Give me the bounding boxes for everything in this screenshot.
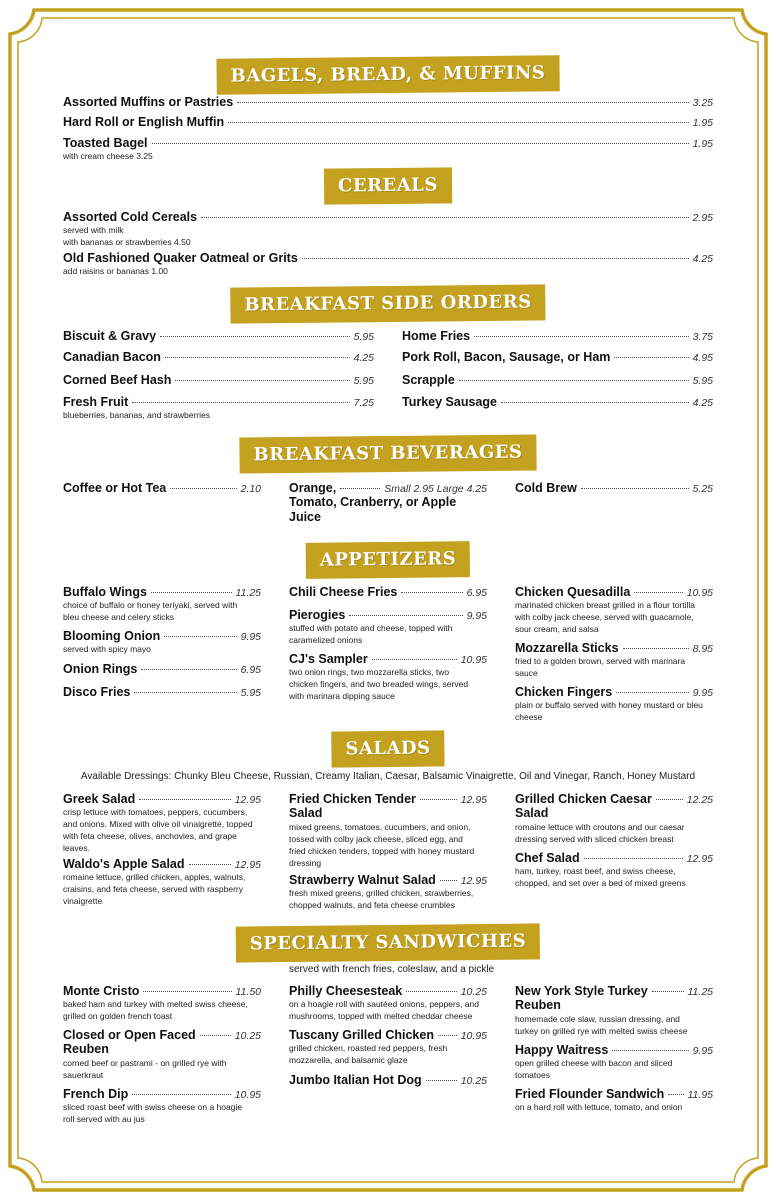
item-name: Closed or Open Faced (63, 1028, 196, 1042)
item-name: Pork Roll, Bacon, Sausage, or Ham (402, 350, 611, 364)
item-name: Old Fashioned Quaker Oatmeal or Grits (63, 251, 298, 265)
item-price: 4.25 (353, 352, 374, 364)
item-description: with cream cheese 3.25 (63, 151, 153, 161)
item-price: 6.95 (240, 664, 261, 676)
item-description: fresh mixed greens, grilled chicken, strawberries, (289, 888, 474, 898)
item-price: 12.95 (234, 859, 261, 871)
item-name: Strawberry Walnut Salad (289, 873, 436, 887)
item-price: 10.95 (460, 654, 487, 666)
section-banner-cereals: CEREALS (324, 167, 452, 204)
item-name-continued: Salad (515, 806, 549, 820)
item-description: served with milk (63, 225, 124, 235)
list-item (289, 585, 487, 599)
list-item (63, 95, 713, 109)
item-name: Happy Waitress (515, 1043, 609, 1057)
item-description: fried chicken tenders, topped with honey mustard (289, 846, 475, 856)
item-name: Coffee or Hot Tea (63, 481, 167, 495)
item-description: grilled on golden french toast (63, 1011, 173, 1021)
item-description: baked ham and turkey with melted swiss cheese, (63, 999, 248, 1009)
list-item (63, 481, 261, 495)
item-description: corned beef or pastrami - on grilled rye with (63, 1058, 227, 1068)
item-description: tossed with colby jack cheese, sliced egg, and (289, 834, 463, 844)
item-price: 11.95 (687, 1089, 713, 1101)
item-price: 12.95 (460, 794, 487, 806)
item-name: Jumbo Italian Hot Dog (289, 1073, 422, 1087)
item-description: turkey on grilled rye with melted swiss cheese (515, 1026, 688, 1036)
item-name-continued: Salad (289, 806, 323, 820)
item-name: Turkey Sausage (402, 395, 497, 409)
item-price: 10.95 (460, 1030, 487, 1042)
item-description: ham, turkey, roast beef, and swiss cheese, (515, 866, 676, 876)
item-name: Cold Brew (515, 481, 577, 495)
item-name: Waldo's Apple Salad (63, 857, 185, 871)
item-description: with feta cheese, olives, anchovies, and grape (63, 831, 237, 841)
item-name: Home Fries (402, 329, 471, 343)
item-description: marinated chicken breast grilled in a flour tortilla (515, 600, 696, 610)
item-description: add raisins or bananas 1.00 (63, 266, 168, 276)
list-item (289, 652, 487, 702)
item-price: 5.95 (692, 375, 713, 387)
item-name: Blooming Onion (63, 629, 161, 643)
item-price: 1.95 (692, 117, 713, 129)
section-banner-bagels: BAGELS, BREAD, & MUFFINS (216, 55, 559, 95)
item-name: Chicken Fingers (515, 685, 613, 699)
item-price: 4.95 (692, 352, 713, 364)
item-name: Chef Salad (515, 851, 580, 865)
item-description: mixed greens, tomatoes, cucumbers, and onion, (289, 822, 471, 832)
list-item (63, 585, 261, 623)
item-price: 9.95 (240, 631, 261, 643)
list-item (289, 1073, 487, 1087)
item-price: 9.95 (692, 687, 713, 699)
item-name: Mozzarella Sticks (515, 641, 619, 655)
item-name: Biscuit & Gravy (63, 329, 157, 343)
item-description: romaine lettuce with croutons and our caesar (515, 822, 685, 832)
item-description: chopped walnuts, and feta cheese crumbles (289, 900, 455, 910)
item-description: sliced roast beef with swiss cheese on a hoagie (63, 1102, 243, 1112)
list-item (515, 792, 713, 845)
item-description: craisins, and feta cheese, served with raspberry (63, 884, 244, 894)
list-item (63, 792, 261, 854)
item-price: 5.95 (353, 375, 374, 387)
list-item (63, 329, 374, 343)
item-price: 7.25 (353, 397, 374, 409)
list-item (515, 1043, 713, 1081)
item-price: 10.25 (460, 1075, 487, 1087)
item-description: plain or buffalo served with honey mustard or bleu (515, 700, 703, 710)
item-name: Monte Cristo (63, 984, 140, 998)
list-item (63, 685, 261, 699)
item-description: fried to a golden brown, served with marinara (515, 656, 686, 666)
item-price: 5.25 (692, 483, 713, 495)
item-name-continued: Reuben (515, 998, 561, 1012)
item-name: Scrapple (402, 373, 455, 387)
section-banner-appetizers: APPETIZERS (306, 541, 471, 579)
item-price: 5.95 (353, 331, 374, 343)
item-name: Tuscany Grilled Chicken (289, 1028, 434, 1042)
item-price: 11.50 (235, 986, 261, 998)
list-item (63, 210, 713, 248)
item-name-continued: Tomato, Cranberry, or Apple (289, 495, 457, 509)
item-description: two onion rings, two mozzarella sticks, two (289, 667, 450, 677)
item-name: Pierogies (289, 608, 346, 622)
list-item (63, 350, 374, 364)
item-name: Onion Rings (63, 662, 138, 676)
item-price: 9.95 (466, 610, 487, 622)
item-name-continued: Reuben (63, 1042, 109, 1056)
item-description: sauerkraut (63, 1070, 104, 1080)
item-description: dressing served with sliced chicken breast (515, 834, 674, 844)
item-description: blueberries, bananas, and strawberries (63, 410, 210, 420)
item-name: Toasted Bagel (63, 136, 148, 150)
item-name: Disco Fries (63, 685, 131, 699)
item-name: Fried Chicken Tender (289, 792, 416, 806)
item-price: 4.25 (692, 397, 713, 409)
item-name: Orange, (289, 481, 337, 495)
item-name: Canadian Bacon (63, 350, 161, 364)
list-item (63, 662, 261, 676)
item-description: homemade cole slaw, russian dressing, and (515, 1014, 680, 1024)
item-name: French Dip (63, 1087, 129, 1101)
item-price: 1.95 (692, 138, 713, 150)
item-name: Fried Flounder Sandwich (515, 1087, 665, 1101)
section-banner-side-orders: BREAKFAST SIDE ORDERS (230, 284, 546, 323)
list-item (515, 984, 713, 1037)
list-item (402, 373, 713, 387)
item-name: Corned Beef Hash (63, 373, 172, 387)
item-name: Philly Cheesesteak (289, 984, 403, 998)
list-item (289, 984, 487, 1022)
item-price: 8.95 (692, 643, 713, 655)
item-description: and onions. Mixed with olive oil vinaigrette, topped (63, 819, 253, 829)
list-item (289, 608, 487, 646)
item-price: 4.25 (692, 253, 713, 265)
item-price: 3.25 (692, 97, 713, 109)
item-price: 11.25 (687, 986, 713, 998)
item-price: 3.75 (692, 331, 713, 343)
list-item (63, 1087, 261, 1125)
item-price: 9.95 (692, 1045, 713, 1057)
list-item (515, 851, 713, 889)
item-price: 12.25 (686, 794, 713, 806)
item-description: served with spicy mayo (63, 644, 151, 654)
item-description: sour cream, and salsa (515, 624, 599, 634)
item-description: tomatoes (515, 1070, 550, 1080)
list-item (515, 685, 713, 723)
list-item (289, 1028, 487, 1066)
item-price: 6.95 (466, 587, 487, 599)
item-price: 10.95 (686, 587, 713, 599)
list-item (515, 481, 713, 495)
list-item (402, 329, 713, 343)
item-name: Assorted Cold Cereals (63, 210, 198, 224)
item-name-continued: Juice (289, 510, 321, 524)
item-description: open grilled cheese with bacon and sliced (515, 1058, 673, 1068)
item-price: 2.10 (240, 483, 261, 495)
item-price: 5.95 (240, 687, 261, 699)
item-price: 12.95 (686, 853, 713, 865)
list-item (515, 585, 713, 635)
list-item (289, 481, 487, 525)
list-item (63, 115, 713, 129)
item-price: 11.25 (235, 587, 261, 599)
item-name: New York Style Turkey (515, 984, 648, 998)
item-description: on a hard roll with lettuce, tomato, and onion (515, 1102, 683, 1112)
list-item (63, 629, 261, 655)
item-name: CJ's Sampler (289, 652, 368, 666)
list-item (63, 1028, 261, 1081)
list-item (402, 350, 713, 364)
list-item (289, 873, 487, 911)
list-item (289, 792, 487, 869)
item-description: with bananas or strawberries 4.50 (63, 237, 191, 247)
item-name: Chili Cheese Fries (289, 585, 398, 599)
item-description: sauce (515, 668, 538, 678)
list-item (515, 1087, 713, 1113)
item-description: romaine lettuce, grilled chicken, apples, walnuts, (63, 872, 246, 882)
item-name: Grilled Chicken Caesar (515, 792, 652, 806)
item-price: 12.95 (234, 794, 261, 806)
item-name: Hard Roll or English Muffin (63, 115, 225, 129)
item-description: cheese (515, 712, 543, 722)
item-price: 10.25 (460, 986, 487, 998)
item-price: 2.95 (692, 212, 713, 224)
item-name: Chicken Quesadilla (515, 585, 631, 599)
item-description: with marinara dipping sauce (289, 691, 395, 701)
sandwiches-note: served with french fries, coleslaw, and a pickle (289, 964, 495, 975)
item-description: chopped, and set over a bed of mixed greens (515, 878, 686, 888)
list-item (402, 395, 713, 409)
item-description: vinaigrette (63, 896, 103, 906)
item-name: Assorted Muffins or Pastries (63, 95, 234, 109)
item-description: dressing (289, 858, 322, 868)
item-description: roll served with au jus (63, 1114, 145, 1124)
item-price: 12.95 (460, 875, 487, 887)
list-item (63, 395, 374, 421)
salad-dressings-note: Available Dressings: Chunky Bleu Cheese, Russian, Creamy Italian, Caesar, Balsamic Vinaigrette, Oil and Vinegar, Ranch, Honey Mustard (80, 771, 696, 782)
item-name: Buffalo Wings (63, 585, 147, 599)
item-price: 10.25 (234, 1030, 261, 1042)
item-description: grilled chicken, roasted red peppers, fresh (289, 1043, 448, 1053)
item-description: on a hoagie roll with sautéed onions, peppers, and (289, 999, 479, 1009)
section-banner-salads: SALADS (331, 730, 445, 767)
item-description: with colby jack cheese, served with guacamole, (515, 612, 694, 622)
item-description: choice of buffalo or honey teriyaki, served with (63, 600, 238, 610)
item-description: leaves. (63, 843, 90, 853)
list-item (515, 641, 713, 679)
item-description: mushrooms, topped with melted cheddar cheese (289, 1011, 473, 1021)
section-banner-sandwiches: SPECIALTY SANDWICHES (236, 923, 541, 962)
item-description: caramelized onions (289, 635, 363, 645)
list-item (63, 251, 713, 277)
item-name: Fresh Fruit (63, 395, 129, 409)
list-item (63, 136, 713, 162)
item-description: bleu cheese and celery sticks (63, 612, 175, 622)
list-item (63, 373, 374, 387)
item-description: stuffed with potato and cheese, topped with (289, 623, 453, 633)
item-price: 10.95 (234, 1089, 261, 1101)
item-description: crisp lettuce with tomatoes, peppers, cucumbers, (63, 807, 248, 817)
item-price: Small 2.95 Large 4.25 (384, 483, 487, 495)
item-name: Greek Salad (63, 792, 136, 806)
section-banner-beverages: BREAKFAST BEVERAGES (239, 434, 536, 473)
list-item (63, 984, 261, 1022)
item-description: mozzarella, and balsamic glaze (289, 1055, 408, 1065)
item-description: chicken fingers, and two breaded wings, served (289, 679, 469, 689)
list-item (63, 857, 261, 907)
